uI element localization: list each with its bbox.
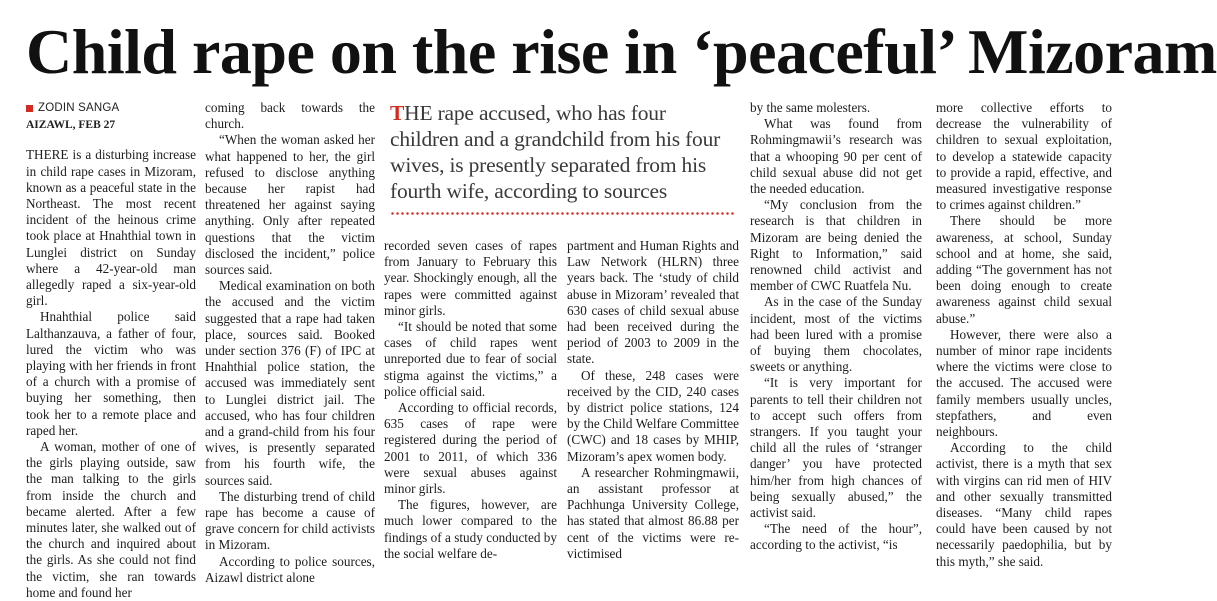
- paragraph: According to the child activist, there is a myth that sex with virgins can rid men of HIV and other sexually transmitted diseases. “Many child rapes could have been caused by not necessarily paedophilia, but by this myth,” she said.: [936, 440, 1112, 569]
- paragraph: The figures, however, are much lower compared to the findings of a study conducted by the social welfare de-: [384, 497, 557, 561]
- article-column-4: [567, 238, 739, 561]
- article-column-5: [750, 100, 922, 553]
- byline: [26, 100, 196, 116]
- paragraph: recorded seven cases of rapes from January to February this year. Shockingly enough, all the rapes were committed against minor girls.: [384, 238, 557, 318]
- article-column-6: [936, 100, 1112, 569]
- paragraph: by the same molesters.: [750, 100, 871, 115]
- paragraph: THERE is a disturbing increase in child rape cases in Mizoram, known as a peaceful state in the Northeast. The most recent incident of the heinous crime took place at Hnahthial town in Lunglei district on Sunday where a 42-year-old man allegedly raped a six-year-old girl.: [26, 147, 196, 309]
- article-column-3: [384, 238, 557, 561]
- headline: Child rape on the rise in ‘peaceful’ Mizoram: [26, 16, 1217, 87]
- paragraph: Of these, 248 cases were received by the CID, 240 cases by district police stations, 124 by the Child Welfare Committee (CWC) and 18 cases by MHIP, Mizoram’s apex women body.: [567, 367, 739, 464]
- paragraph: As in the case of the Sunday incident, most of the victims had been lured with a promise of buying them chocolates, sweets or anything.: [750, 294, 922, 375]
- paragraph: There should be more awareness, at school, Sunday school and at home, she said, adding “The government has not been doing enough to create awareness against child sexual abuse.”: [936, 213, 1112, 326]
- article-column-1: [26, 100, 196, 600]
- paragraph: According to official records, 635 cases of rape were registered during the period of 2001 to 2011, of which 336 were sexual abuses against minor girls.: [384, 400, 557, 497]
- paragraph: “It should be noted that some cases of child rapes went unreported due to fear of social stigma against the victims,” a police official said.: [384, 319, 557, 399]
- article-column-2: [205, 100, 375, 585]
- paragraph: A researcher Rohmingmawii, an assistant professor at Pachhunga University College, has stated that almost 86.88 per cent of the victims were re-victimised: [567, 464, 739, 561]
- pull-quote-text: HE rape accused, who has four children and a grandchild from his four wives, is presently separated from his fourth wife, according to sources: [390, 101, 721, 203]
- author-name: ZODIN SANGA: [38, 102, 120, 114]
- paragraph: coming back towards the church.: [205, 100, 375, 132]
- paragraph: partment and Human Rights and Law Network (HLRN) three years back. The ‘study of child abuse in Mizoram’ revealed that 630 cases of child sexual abuse had been received during the period of 2003 to 2009 in the state.: [567, 238, 739, 367]
- paragraph: What was found from Rohmingmawii’s research was that a whooping 90 per cent of child sexual abuse did not get the needed education.: [750, 116, 922, 197]
- paragraph: “My conclusion from the research is that children in Mizoram are being denied the Right to Information,” said renowned child activist and member of CWC Ruatfela Nu.: [750, 197, 922, 294]
- pull-quote-dotted-rule: [390, 212, 735, 215]
- paragraph: “The need of the hour”, according to the activist, “is: [750, 521, 922, 553]
- paragraph: “It is very important for parents to tell their children not to accept such offers from strangers. If you taught your child all the rules of ‘stranger danger’ you have protected him/her from high chances of being sexually abused,” the activist said.: [750, 375, 922, 521]
- paragraph: The disturbing trend of child rape has become a cause of grave concern for child activists in Mizoram.: [205, 488, 375, 553]
- paragraph: “When the woman asked her what happened to her, the girl refused to disclose anything because her rapist had threatened her against saying anything. Only after repeated questions that the victim disclosed the incident,” police sources said.: [205, 132, 375, 278]
- paragraph: Hnahthial police said Lalthanzauva, a father of four, lured the victim who was playing with her friends in front of a church with a promise of buying her something, then took her to a remote place and raped her.: [26, 309, 196, 438]
- byline-square-icon: [26, 105, 33, 112]
- paragraph: However, there were also a number of minor rape incidents where the victims were close to the accused. The accused were family members usually uncles, stepfathers, and even neighbours.: [936, 326, 1112, 440]
- pull-quote: [390, 100, 735, 204]
- paragraph: Medical examination on both the accused and the victim suggested that a rape had taken place, sources said. Booked under section 376 (F) of IPC at Hnahthial police station, the accused was immediately sent to Lunglei district jail. The accused, who has four children and a grand-child from his four wives, is presently separated from his fourth wife, the sources said.: [205, 278, 375, 488]
- paragraph: more collective efforts to decrease the vulnerability of children to sexual exploitation, to develop a statewide capacity to provide a rapid, effective, and measured investigative response to crimes against children.”: [936, 100, 1112, 213]
- paragraph: A woman, mother of one of the girls playing outside, saw the man talking to the girls from inside the church and became alerted. After a few minutes later, she walked out of the church and inquired about the girls. As she could not find the victim, she ran towards home and found her: [26, 439, 196, 600]
- dateline: AIZAWL, FEB 27: [26, 119, 116, 132]
- pull-quote-dropcap: T: [390, 101, 405, 125]
- paragraph: According to police sources, Aizawl district alone: [205, 553, 375, 585]
